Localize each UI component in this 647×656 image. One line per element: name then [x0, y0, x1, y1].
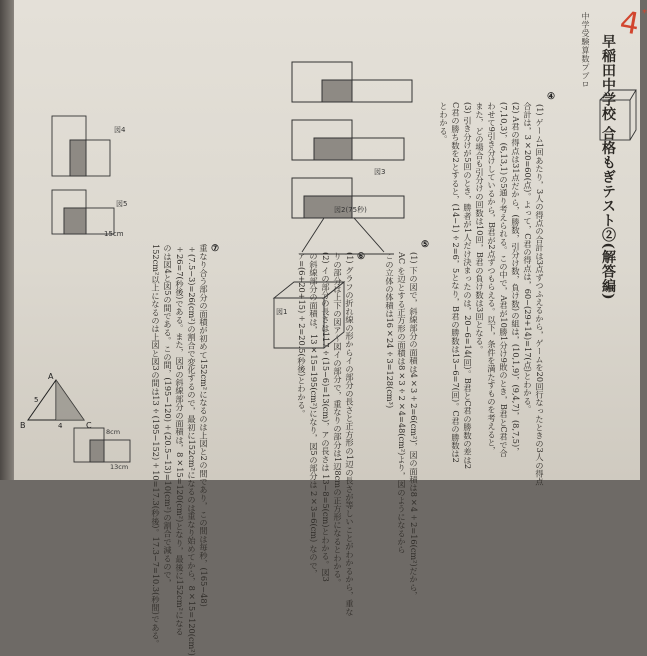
- q6-number: ⑥: [356, 252, 366, 262]
- q7-line: 重なり合う部分の面積が初めて152cm²になるのは上図と2の間であり，この間は毎秒，(165−48): [199, 244, 209, 607]
- q7-number: ⑦: [210, 244, 220, 254]
- cube-icon: [596, 86, 640, 146]
- q6-line: りの部分は上下の図ア〜図イの部分で，重なりの部分は1辺8cmの正方形になるとわかる。: [333, 252, 343, 587]
- q4-line: (7,10,3)，(6,13,1)の5通り考えられる。この中で，A君が10勝1分け9敗のとき，B君とC君で合: [499, 102, 509, 458]
- len-13-label: 13cm: [110, 463, 129, 471]
- q4-line: わせて9引き分けしているから，B君が2点ずつもらえる。以下，条件を満たすものを考えると，: [487, 102, 497, 455]
- triangle-a: A: [48, 372, 54, 381]
- bottom-block-figure: [70, 420, 140, 470]
- fig5-label: 図5: [116, 200, 128, 208]
- publisher-label: 中学受験算数プブロ: [581, 12, 590, 89]
- exam-paper: [14, 0, 647, 656]
- q6-line: (1) グラフの折れ線の形からイの部分の長さと正方形の1辺の長さが等しいことがわかるから，重な: [345, 252, 355, 616]
- q4-line: (1) ゲーム1回あたり，3人の得点の合計は3点ずつふえるから，ゲームを20回行なったときの3人の得点: [535, 104, 545, 486]
- fig-cube-label: 図1: [276, 308, 288, 316]
- page-title: 早稲田中学校 合格もぎテスト②(解答編): [600, 34, 616, 301]
- q6-line: の斜線部分の面積は，13×15=195(cm²)になり，図5の部分は 2×3=6(cm) なので，: [309, 252, 319, 578]
- q7-line: ÷26=7(秒後)である。また，図5の斜線部分の面積は，8×15=120(cm²)となり，最後に152cm²になる: [175, 244, 185, 636]
- handwritten-star: *: [642, 8, 647, 19]
- q6-line: ア=(6+20+15)÷2=20.5(秒後)とわかる。: [297, 252, 307, 418]
- q4-line: (2) A君の得点は31点だから，(勝数，引分け数，負け数)の組は，(10,1,9)，(9,4,7)，(8,7,5)，: [511, 102, 521, 456]
- fig3-label: 図3: [374, 168, 386, 176]
- q6-line: (2) イの部分の長さは117÷(15−6)=13(cm)，アの長さは 13−8=5(cm)とわかる。図3: [321, 252, 331, 582]
- q7-figures: [44, 20, 154, 240]
- q7-line: ÷(7.5−3)=26(cm²)の割合で変化するので，最初に152cm²になるのは重なり始めてから，8×15=120(cm²): [187, 244, 197, 656]
- triangle-c: C: [86, 421, 92, 430]
- length-label: 15cm: [104, 230, 124, 238]
- q4-number: ④: [546, 92, 556, 102]
- q4-line: 合計は，3×20=60(点)。よって，C君の得点は，60−(29+14)=17(点)とわかる。: [523, 102, 533, 413]
- sliding-rectangles-figure: [274, 50, 434, 225]
- triangle-side-5: 5: [34, 396, 39, 404]
- prism-figure: [264, 268, 374, 358]
- q4-line: (3) 引き分けが5回のとき，勝者が1人だけ決まったのは，20−6=14(回)。B君とC君の勝数の差は2: [463, 102, 473, 470]
- handwritten-score: 4: [617, 4, 642, 43]
- q4-line: C君の勝ち数を2とすると，(14−1)÷2=6，5となり，B君の勝数は13−6=7(回)。C君の勝数は2: [451, 102, 461, 463]
- q5-line: (1) 下の図で，斜線部分の面積は4×3÷2=6(cm²)，図の面積は8×4÷2=16(cm²)だから，: [409, 252, 419, 600]
- len-8-label: 8cm: [106, 428, 121, 436]
- q5-line: この立体の体積は16×24÷3=128(cm³): [385, 252, 395, 409]
- fig4-label: 図4: [114, 126, 126, 134]
- q7-line: 152cm²以上になるのは上図と図3の間は13÷(195−152)÷10=17.3(秒後)。17.3−7=10.3(秒間)である。: [151, 244, 161, 648]
- q7-line: のは図4と図5の間である。この間，(195−120)÷(20.5−13)=10(cm²)の割合で減るので，: [163, 244, 173, 587]
- q5-number: ⑤: [420, 240, 430, 250]
- q5-line: AC を辺とする正方形の面積は8×3÷2×4=48(cm²)より，図のようになるから: [397, 252, 407, 554]
- fig-graph-label: 図2(75秒): [334, 206, 367, 214]
- q4-line: また，どの場合も引分けの回数は10回，B君の負け数は3回となる。: [475, 102, 485, 354]
- triangle-b: B: [20, 421, 26, 430]
- graph-sketch: [294, 200, 404, 260]
- triangle-side-4: 4: [58, 422, 63, 430]
- q4-line: とわかる。: [439, 102, 449, 143]
